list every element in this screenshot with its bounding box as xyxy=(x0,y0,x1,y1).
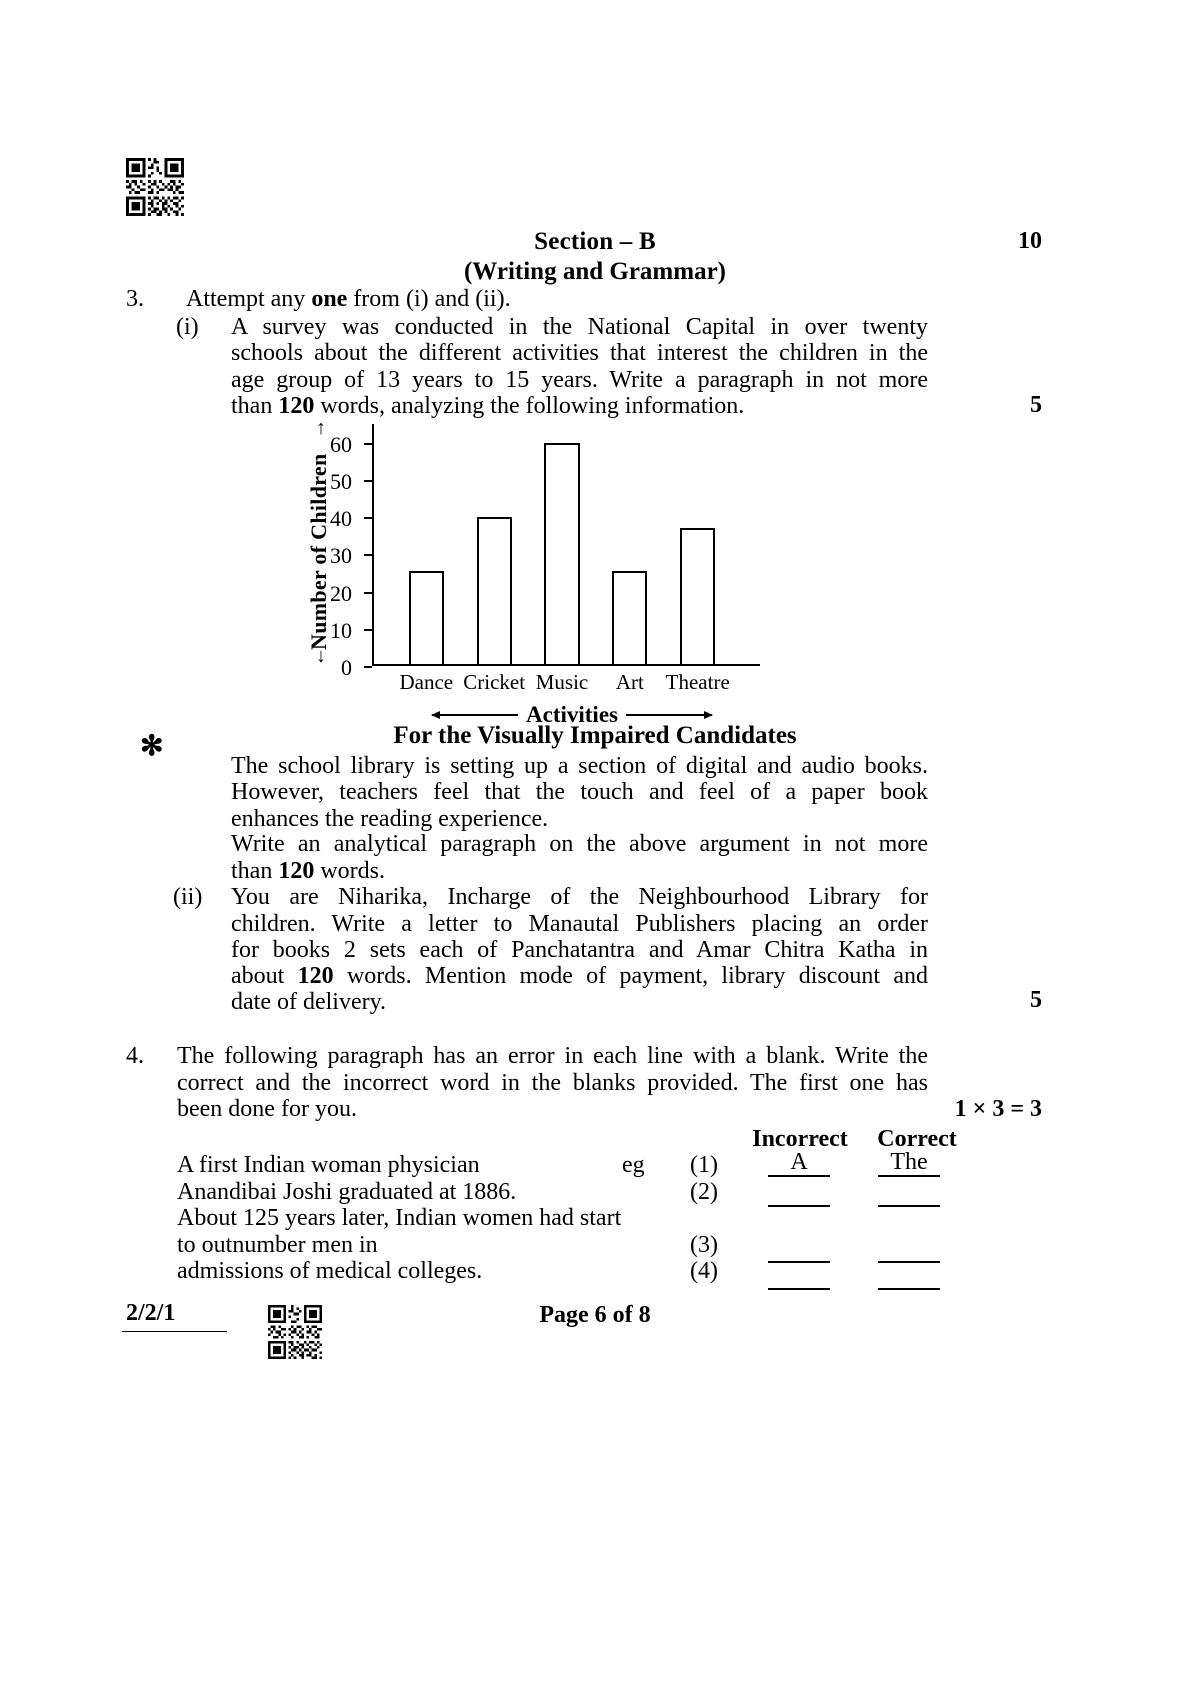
section-title: Section – B xyxy=(534,228,656,255)
footer-page-label: Page 6 of 8 xyxy=(539,1302,651,1328)
y-axis-tick xyxy=(330,617,372,643)
y-axis-tick xyxy=(330,431,372,457)
asterisk-marker: ✻ xyxy=(140,731,164,762)
answer-blank-correct[interactable] xyxy=(878,1263,940,1290)
x-axis-label-art: Art xyxy=(615,670,644,694)
y-axis-tick-label: 60 xyxy=(330,431,352,457)
table-example-marker: eg xyxy=(622,1152,645,1178)
option-ii-line-2: children. Write a letter to Manautal Publishers placing an order xyxy=(231,911,928,937)
question-4-line-1: The following paragraph has an error in each line with a blank. Write the xyxy=(177,1043,928,1069)
x-axis-label-cricket: Cricket xyxy=(463,670,526,694)
y-axis-tick-label: 40 xyxy=(330,506,352,532)
column-header-incorrect: Incorrect xyxy=(752,1126,848,1152)
y-axis-tick-label: 0 xyxy=(341,655,352,680)
y-axis-tick-label: 20 xyxy=(330,580,352,606)
answer-blank-incorrect[interactable]: A xyxy=(768,1150,830,1177)
question-4-line-2: correct and the incorrect word in the blanks provided. The first one has xyxy=(177,1070,928,1096)
qr-code-bottom xyxy=(268,1305,322,1359)
x-axis-arrow-right xyxy=(626,714,712,716)
section-subtitle: (Writing and Grammar) xyxy=(463,258,726,285)
bar-cricket xyxy=(477,517,512,666)
option-i-line-4: than 120 words, analyzing the following information. xyxy=(231,393,745,419)
option-ii-line-5: date of delivery. xyxy=(231,989,387,1015)
y-axis-tick-label: 10 xyxy=(330,617,352,643)
option-i-label: (i) xyxy=(176,314,199,340)
table-row-index: (2) xyxy=(690,1179,718,1205)
table-row-text: A first Indian woman physician xyxy=(177,1152,480,1178)
x-axis-arrow-left xyxy=(432,714,518,716)
qr-code-top xyxy=(126,158,184,216)
section-marks: 10 xyxy=(1018,228,1042,254)
table-row-text: Anandibai Joshi graduated at 1886. xyxy=(177,1179,517,1205)
footer-divider xyxy=(122,1331,227,1332)
bar-theatre xyxy=(680,528,715,666)
x-axis-label-theatre: Theatre xyxy=(665,670,730,694)
option-i-line-3: age group of 13 years to 15 years. Write a paragraph in not more xyxy=(231,367,928,393)
option-ii-line-3: for books 2 sets each of Panchatantra and Amar Chitra Katha in xyxy=(231,937,928,963)
chart-plot-area xyxy=(330,424,752,694)
question-3-stem: Attempt any one from (i) and (ii). xyxy=(186,286,511,312)
y-axis-tick xyxy=(341,655,372,680)
option-ii-marks: 5 xyxy=(1030,987,1042,1013)
activities-bar-chart xyxy=(306,417,780,727)
table-row-index: (1) xyxy=(690,1152,718,1178)
y-axis-tick-label: 50 xyxy=(330,468,352,494)
option-ii-line-4: about 120 words. Mention mode of payment, library discount and xyxy=(231,963,928,989)
vi-line-2: However, teachers feel that the touch and feel of a paper book xyxy=(231,779,928,805)
bar-music xyxy=(544,443,579,666)
table-row-text: to outnumber men in xyxy=(177,1232,378,1258)
chart-bars xyxy=(372,424,752,666)
x-axis-label-music: Music xyxy=(535,670,589,694)
footer-paper-code: 2/2/1 xyxy=(126,1300,176,1326)
answer-blank-correct[interactable] xyxy=(878,1180,940,1207)
answer-blank-incorrect[interactable] xyxy=(768,1180,830,1207)
bar-dance xyxy=(409,571,444,666)
x-axis-label: Activities xyxy=(526,702,618,727)
y-axis-tick xyxy=(330,543,372,569)
table-row-text: admissions of medical colleges. xyxy=(177,1258,483,1284)
y-axis-arrow-up: ↑ xyxy=(316,417,326,439)
vi-line-5: than 120 words. xyxy=(231,858,385,884)
table-row-index: (3) xyxy=(690,1232,718,1258)
y-axis-arrow-down: ↓ xyxy=(316,645,326,667)
y-axis-tick xyxy=(330,468,372,494)
y-axis-label: Number of Children xyxy=(306,453,331,651)
table-row-text: About 125 years later, Indian women had start xyxy=(177,1205,622,1231)
answer-blank-correct[interactable]: The xyxy=(878,1150,940,1177)
option-ii-line-1: You are Niharika, Incharge of the Neighbourhood Library for xyxy=(231,884,928,910)
question-3-number: 3. xyxy=(126,286,144,312)
vi-line-1: The school library is setting up a section of digital and audio books. xyxy=(231,753,928,779)
visually-impaired-heading: For the Visually Impaired Candidates xyxy=(393,722,797,749)
answer-blank-correct[interactable] xyxy=(878,1236,940,1263)
question-4-number: 4. xyxy=(126,1043,144,1069)
question-4-marks: 1 × 3 = 3 xyxy=(954,1096,1042,1122)
x-axis-label-dance: Dance xyxy=(399,670,454,694)
table-row-index: (4) xyxy=(690,1258,718,1284)
option-ii-label: (ii) xyxy=(173,884,203,910)
option-i-line-2: schools about the different activities that interest the children in the xyxy=(231,340,928,366)
y-axis-tick xyxy=(330,580,372,606)
answer-blank-incorrect[interactable] xyxy=(768,1263,830,1290)
column-header-correct: Correct xyxy=(877,1126,957,1152)
y-axis-tick-label: 30 xyxy=(330,543,352,569)
y-axis-tick xyxy=(330,506,372,532)
vi-line-4: Write an analytical paragraph on the above argument in not more xyxy=(231,831,928,857)
option-i-line-1: A survey was conducted in the National Capital in over twenty xyxy=(231,314,928,340)
bar-art xyxy=(612,571,647,666)
answer-blank-incorrect[interactable] xyxy=(768,1236,830,1263)
vi-line-3: enhances the reading experience. xyxy=(231,806,549,832)
question-4-line-3: been done for you. xyxy=(177,1096,357,1122)
option-i-marks: 5 xyxy=(1030,392,1042,418)
